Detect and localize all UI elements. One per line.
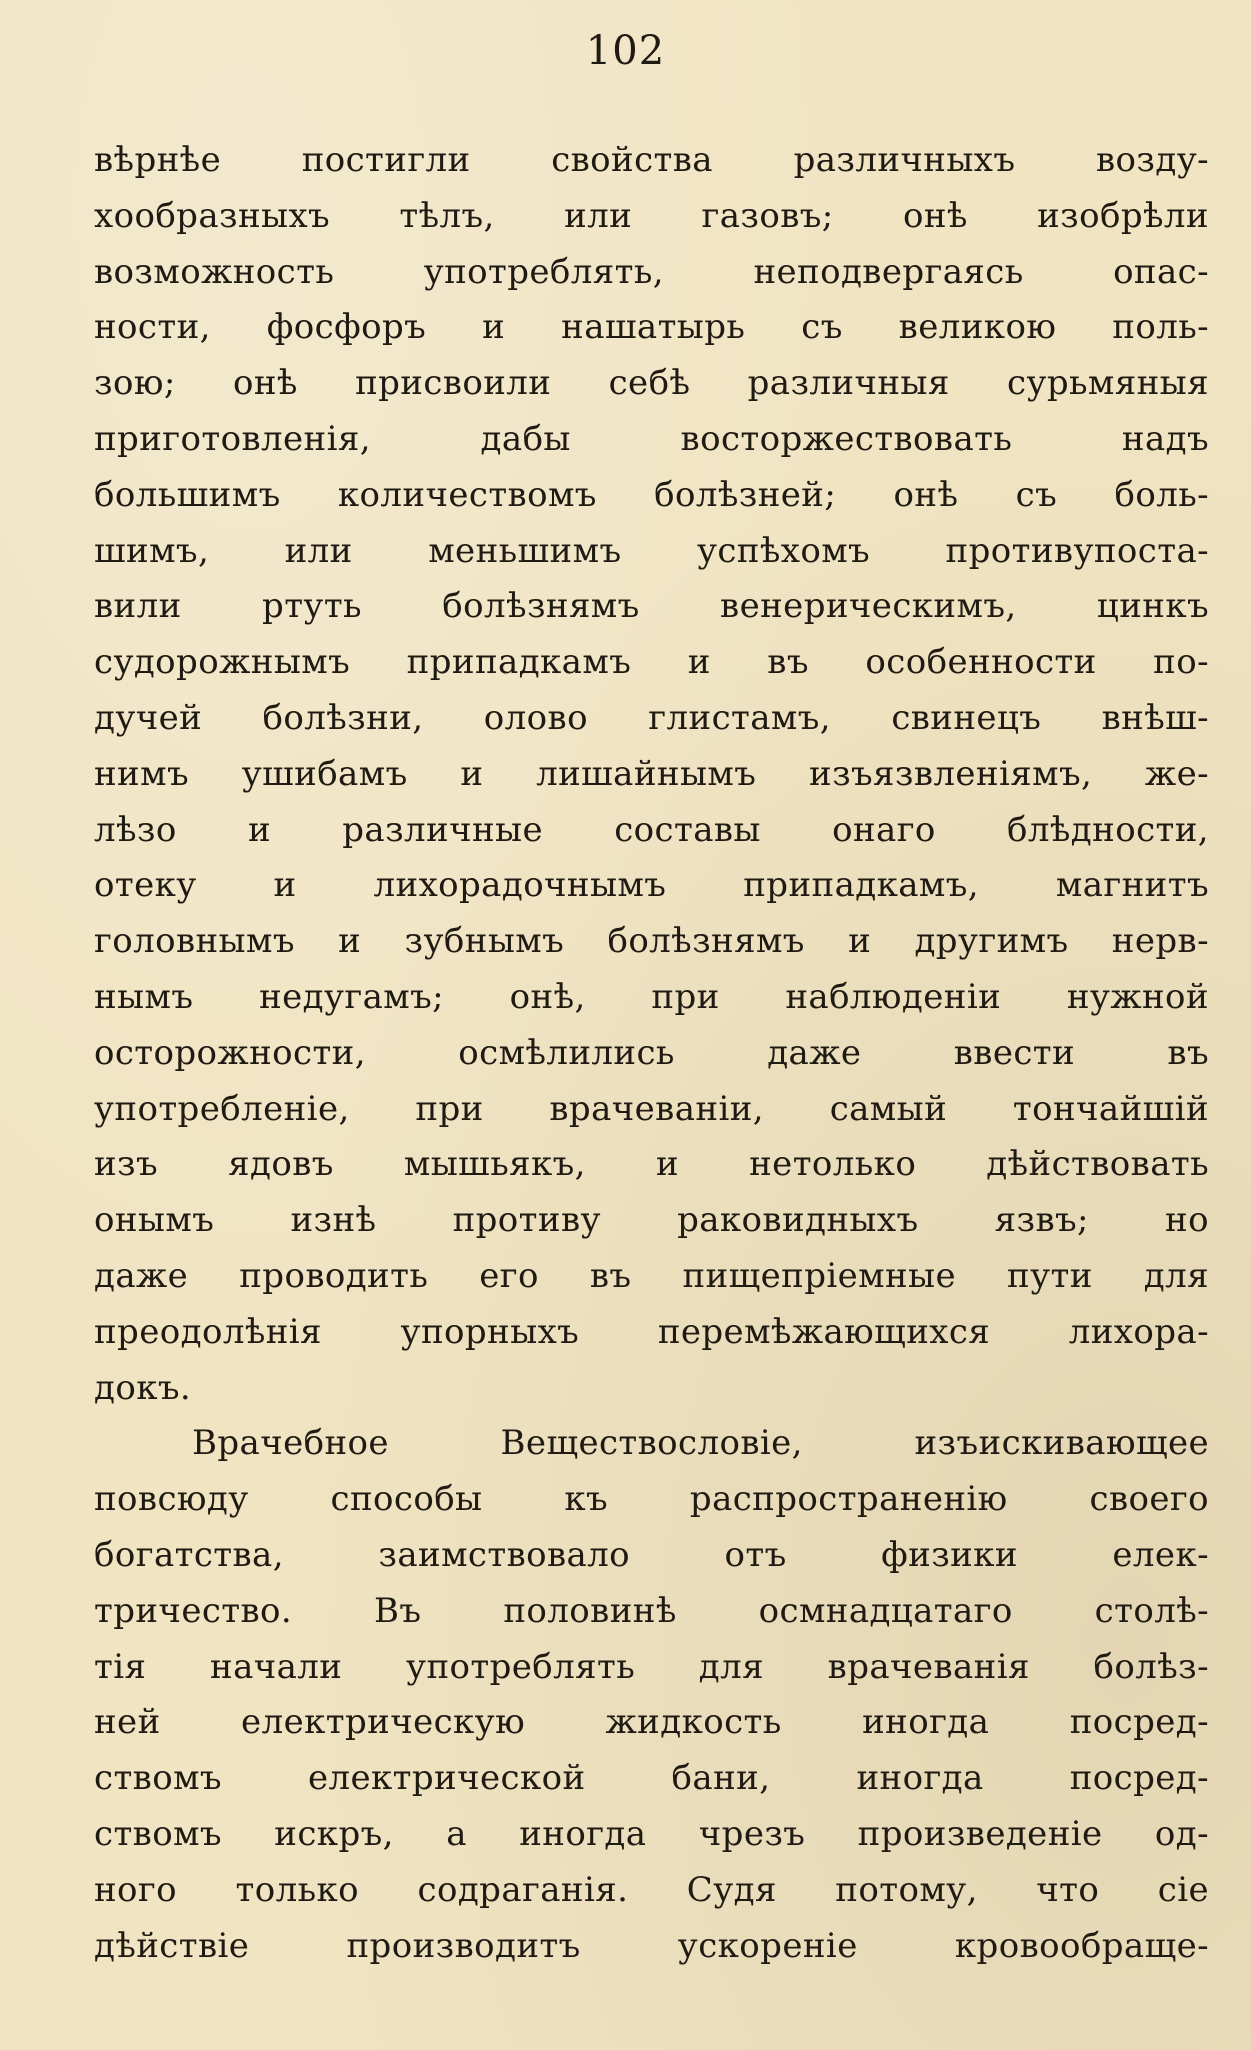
text-line: употребленіе, при врачеваніи, самый тончайшій bbox=[94, 1088, 1209, 1129]
text-line: отеку и лихорадочнымъ припадкамъ, магнитъ bbox=[94, 865, 1209, 906]
text-line: судорожнымъ припадкамъ и въ особенности по- bbox=[94, 642, 1209, 683]
text-line: ности, фосфоръ и нашатырь съ великою поль- bbox=[94, 307, 1209, 348]
page-number: 102 bbox=[585, 28, 666, 74]
text-line: вили ртуть болѣзнямъ венерическимъ, цинкъ bbox=[94, 586, 1209, 627]
text-line: зою; онѣ присвоили себѣ различныя сурьмяныя bbox=[94, 363, 1209, 404]
text-line: лѣзо и различные составы онаго блѣдности, bbox=[94, 809, 1209, 850]
text-line: шимъ, или меньшимъ успѣхомъ противупоста- bbox=[94, 530, 1209, 571]
paragraph-end-line: докъ. bbox=[94, 1367, 192, 1408]
text-line: большимъ количествомъ болѣзней; онѣ съ боль- bbox=[94, 474, 1209, 515]
text-line: осторожности, осмѣлились даже ввести въ bbox=[94, 1032, 1209, 1073]
text-line: нымъ недугамъ; онѣ, при наблюденіи нужной bbox=[94, 976, 1209, 1017]
text-line: дѣйствіе производитъ ускореніе кровообраще- bbox=[94, 1925, 1209, 1966]
text-line: богатства, заимствовало отъ физики елек- bbox=[94, 1534, 1209, 1575]
text-line: ного только содраганія. Судя потому, что сіе bbox=[94, 1869, 1209, 1910]
text-line: головнымъ и зубнымъ болѣзнямъ и другимъ нерв- bbox=[94, 921, 1209, 962]
text-line: приготовленія, дабы восторжествовать надъ bbox=[94, 418, 1209, 459]
text-line: тричество. Въ половинѣ осмнадцатаго столѣ- bbox=[94, 1590, 1209, 1631]
text-line: повсюду способы къ распространенію своего bbox=[94, 1479, 1209, 1520]
text-line: дучей болѣзни, олово глистамъ, свинецъ внѣш- bbox=[94, 697, 1209, 738]
body-text bbox=[94, 133, 1209, 1974]
text-line: ствомъ искръ, а иногда чрезъ произведеніе од- bbox=[94, 1813, 1209, 1854]
text-line: возможность употреблять, неподвергаясь опас- bbox=[94, 251, 1209, 292]
text-line: ней електрическую жидкость иногда посред- bbox=[94, 1702, 1209, 1743]
text-line: ствомъ електрической бани, иногда посред- bbox=[94, 1758, 1209, 1799]
paragraph-start-line: Врачебное Веществословіе, изъискивающее bbox=[192, 1423, 1209, 1464]
text-line: тія начали употреблять для врачеванія болѣз- bbox=[94, 1646, 1209, 1687]
text-line: нимъ ушибамъ и лишайнымъ изъязвленіямъ, же- bbox=[94, 753, 1209, 794]
text-line: преодолѣнія упорныхъ перемѣжающихся лихора- bbox=[94, 1311, 1209, 1352]
text-line: вѣрнѣе постигли свойства различныхъ возду- bbox=[94, 140, 1209, 180]
text-line: даже проводить его въ пищепріемные пути для bbox=[94, 1255, 1209, 1296]
text-line: хообразныхъ тѣлъ, или газовъ; онѣ изобрѣли bbox=[94, 195, 1209, 236]
text-line: изъ ядовъ мышьякъ, и нетолько дѣйствовать bbox=[94, 1144, 1209, 1185]
text-line: онымъ изнѣ противу раковидныхъ язвъ; но bbox=[94, 1200, 1209, 1241]
